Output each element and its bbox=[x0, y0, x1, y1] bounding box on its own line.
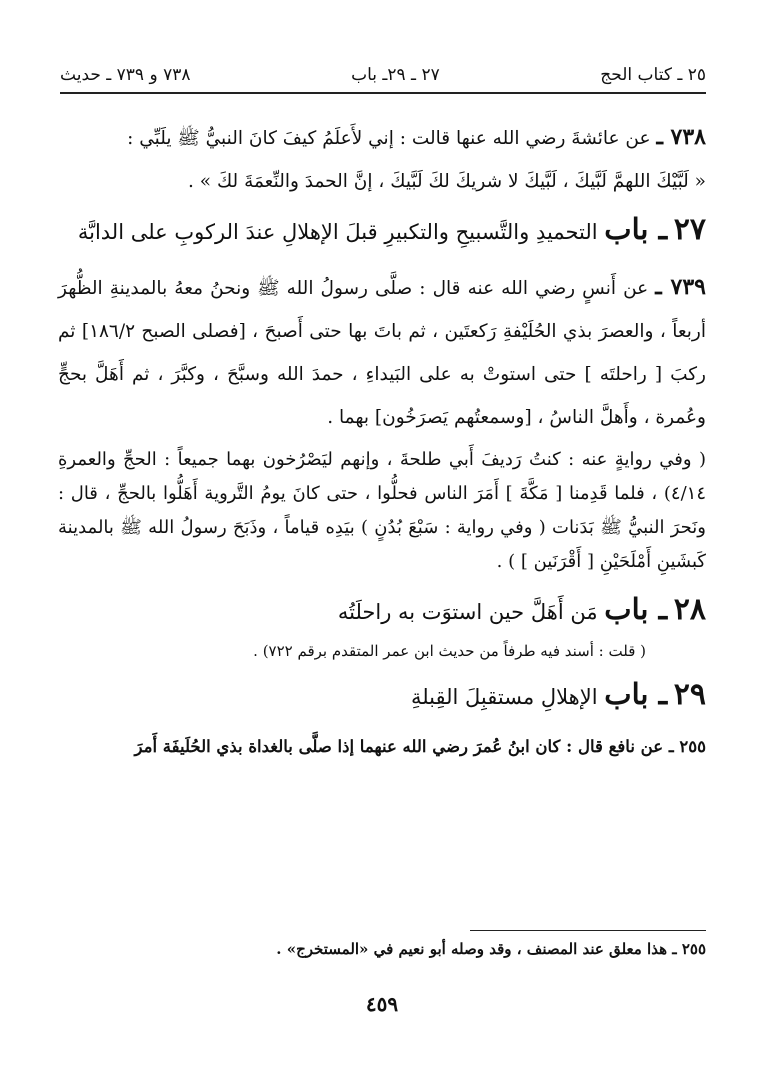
bab-word: ـ باب bbox=[604, 592, 668, 626]
hadith-738 bbox=[58, 116, 706, 160]
header-chapter: ٢٥ ـ كتاب الحج bbox=[600, 65, 706, 85]
hadith-number: ٧٣٨ ـ bbox=[656, 124, 706, 150]
header-hadith-range: ٧٣٨ و ٧٣٩ ـ حديث bbox=[60, 65, 191, 85]
hadith-number: ٧٣٩ ـ bbox=[655, 274, 706, 300]
footnote: ٢٥٥ ـ هذا معلق عند المصنف ، وقد وصله أبو نعيم في «المستخرج» . bbox=[276, 940, 706, 958]
bab-title: مَن أَهَلَّ حين استوَت به راحلَتُه bbox=[337, 600, 598, 624]
bab-29-heading bbox=[58, 670, 706, 721]
header-section: ٢٧ ـ ٢٩ـ باب bbox=[351, 65, 440, 85]
running-header bbox=[60, 58, 706, 94]
bab-28-heading bbox=[58, 585, 706, 636]
bab-word: ـ باب bbox=[604, 212, 668, 246]
bab-number: ٢٨ bbox=[673, 592, 706, 627]
bab-28-note: ( قلت : أسند فيه طرفاً من حديث ابن عمر المتقدم برقم ٧٢٢) . bbox=[253, 642, 646, 660]
hadith-739-riwaya: ( وفي روايةٍ عنه : كنتُ رَديفَ أَبي طلحةَ ، وإنهم ليَصْرُخون بهما جميعاً : الحجِّ والعمرةِ ٤/١٤) ، فلما قَدِمنا [ مَكَّةَ ] أَمَرَ الناس فحلُّوا ، حتى كانَ يومُ التَّروية أَهَلُّوا بالحجِّ ، قال : ونَحرَ النبيُّ ﷺ بَدَنات ( وفي رواية : سَبْعَ بُدُنٍ ) بيَدِه قياماً ، وذَبَحَ رسولُ الله ﷺ بالمدينة كَبشَينِ أَمْلَحَيْنِ [ أَقْرَنَين ] ) . bbox=[58, 449, 706, 572]
hadith-text: عن عائشةَ رضي الله عنها قالت : إني لأَعلَمُ كيفَ كانَ النبيُّ ﷺ يلَبِّي : bbox=[127, 128, 651, 149]
hadith-739 bbox=[58, 266, 706, 439]
bab-title: الإهلالِ مستقبِلَ القِبلةِ bbox=[410, 685, 598, 709]
bab-number: ٢٩ bbox=[673, 677, 706, 712]
hadith-255: ٢٥٥ ـ عن نافع قال : كان ابنُ عُمرَ رضي الله عنهما إذا صلَّى بالغداة بذي الحُلَيفَة أَمرَ bbox=[134, 737, 706, 756]
bab-word: ـ باب bbox=[604, 677, 668, 711]
bab-title: التحميدِ والتَّسبيحِ والتكبيرِ قبلَ الإهلالِ عندَ الركوبِ على الدابَّة bbox=[77, 220, 598, 244]
page-body bbox=[58, 116, 706, 765]
footnote-divider bbox=[470, 930, 706, 931]
bab-27-heading bbox=[58, 205, 706, 256]
hadith-text: عن أَنسٍ رضي الله عنه قال : صلَّى رسولُ الله ﷺ ونحنُ معهُ بالمدينةِ الظُّهرَ أربعاً ، والعصرَ بذي الحُلَيْفةِ رَكعتَين ، ثم باتَ بها حتى أَصبحَ ، [فصلى الصبح ١٨٦/٢] ثم ركبَ [ راحلتَه ] حتى استوتْ به على البَيداءِ ، حمدَ الله وسبَّحَ ، وكبَّرَ ، ثم أَهَلَّ بحجٍّ وعُمرة ، وأَهلَّ الناسُ ، [وسمعتُهم يَصرَخُون] بهما . bbox=[58, 278, 707, 428]
page-number: ٤٥٩ bbox=[365, 992, 399, 1016]
bab-number: ٢٧ bbox=[673, 212, 706, 247]
hadith-738-talbiya: « لَبَّيْكَ اللهمَّ لَبَّيكَ ، لَبَّيكَ لا شريكَ لكَ لَبَّيكَ ، إنَّ الحمدَ والنِّعمَةَ لكَ » . bbox=[188, 171, 706, 192]
